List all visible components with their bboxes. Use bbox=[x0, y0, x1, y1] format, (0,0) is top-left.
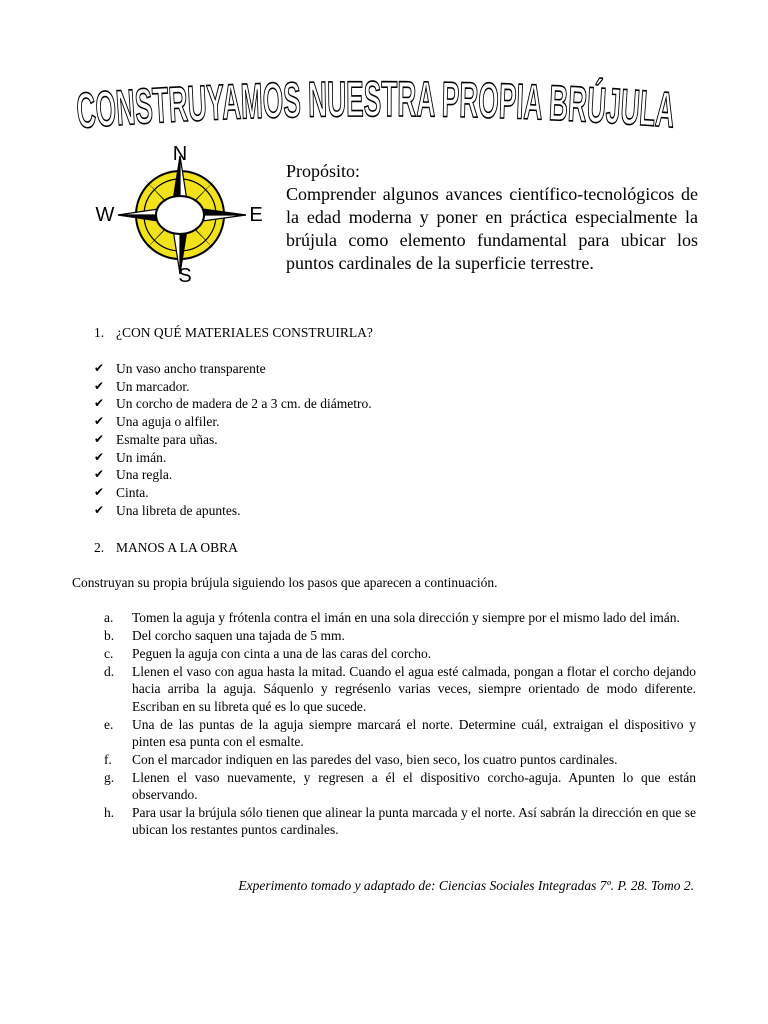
section-materials-heading bbox=[94, 324, 373, 341]
purpose-text: Comprender algunos avances científico-tecnológicos de la edad moderna y poner en práctica especialmente la brújula como elemento fundamental para ubicar los puntos cardinales de la superficie terrestre. bbox=[286, 184, 698, 273]
materials-list bbox=[94, 360, 594, 519]
step-letter: f. bbox=[104, 751, 112, 767]
list-item bbox=[94, 502, 594, 520]
source-credit: Experimento tomado y adaptado de: Ciencias Sociales Integradas 7º. P. 28. Tomo 2. bbox=[238, 878, 694, 893]
checkmark-icon: ✔ bbox=[94, 414, 105, 429]
material-label: Una libreta de apuntes. bbox=[116, 502, 241, 518]
step-letter: b. bbox=[104, 627, 115, 643]
step-text: Para usar la brújula sólo tienen que alinear la punta marcada y el norte. Así sabrán la dirección en que se ubican los restantes puntos cardinales. bbox=[132, 805, 696, 838]
step-letter: e. bbox=[104, 716, 114, 732]
checkmark-icon: ✔ bbox=[94, 449, 105, 464]
list-item bbox=[94, 395, 594, 413]
step-letter: h. bbox=[104, 805, 115, 821]
list-item bbox=[94, 484, 594, 502]
list-item bbox=[104, 645, 696, 662]
checkmark-icon: ✔ bbox=[94, 484, 105, 499]
list-item bbox=[94, 378, 594, 396]
step-text: Del corcho saquen una tajada de 5 mm. bbox=[132, 627, 345, 643]
compass-north-label: N bbox=[172, 143, 188, 165]
list-item bbox=[104, 769, 696, 804]
section-number: 1. bbox=[94, 325, 105, 340]
compass-east-label: E bbox=[249, 204, 263, 226]
material-label: Cinta. bbox=[116, 484, 149, 500]
compass-rose-illustration bbox=[88, 140, 268, 288]
document-title bbox=[60, 66, 700, 146]
checkmark-icon: ✔ bbox=[94, 378, 105, 393]
step-text: Con el marcador indiquen en las paredes del vaso, bien seco, los cuatro puntos cardinales. bbox=[132, 751, 618, 767]
material-label: Una regla. bbox=[116, 467, 173, 483]
material-label: Una aguja o alfiler. bbox=[116, 414, 220, 430]
checkmark-icon: ✔ bbox=[94, 467, 105, 482]
list-item bbox=[104, 716, 696, 751]
list-item bbox=[94, 466, 594, 484]
step-text: Llenen el vaso nuevamente, y regresen a él el dispositivo corcho-aguja. Apunten lo que están observando. bbox=[132, 769, 696, 803]
list-item bbox=[94, 413, 594, 431]
list-item bbox=[94, 431, 594, 449]
checkmark-icon: ✔ bbox=[94, 431, 105, 446]
step-text: Llenen el vaso con agua hasta la mitad. Cuando el agua esté calmada, pongan a flotar el corcho dejando hacia arriba la aguja. Sáquenlo y regrésenlo varias veces, siempre orientado de modo diferente. Escriban en su libreta qué es lo que sucede. bbox=[132, 663, 696, 714]
section-steps-heading bbox=[94, 539, 238, 556]
section-number: 2. bbox=[94, 540, 105, 555]
material-label: Un vaso ancho transparente bbox=[116, 361, 266, 376]
step-text: Una de las puntas de la aguja siempre marcará el norte. Determine cuál, extraigan el dispositivo y pinten esa punta con el esmalte. bbox=[132, 716, 696, 749]
step-text: Peguen la aguja con cinta a una de las caras del corcho. bbox=[132, 645, 432, 661]
step-letter: d. bbox=[104, 663, 115, 679]
material-label: Un imán. bbox=[116, 449, 167, 465]
compass-west-label: W bbox=[95, 204, 115, 226]
section-title: MANOS A LA OBRA bbox=[116, 540, 238, 555]
compass-south-label: S bbox=[178, 265, 192, 287]
list-item bbox=[104, 663, 696, 715]
section-title: ¿CON QUÉ MATERIALES CONSTRUIRLA? bbox=[116, 325, 373, 340]
steps-list bbox=[104, 609, 696, 839]
list-item bbox=[104, 627, 696, 644]
material-label: Un corcho de madera de 2 a 3 cm. de diámetro. bbox=[116, 396, 372, 412]
purpose-block bbox=[286, 160, 698, 275]
svg-text:CONSTRUYAMOS NUESTRA PROPIA BR bbox=[74, 70, 694, 140]
list-item bbox=[104, 609, 696, 626]
material-label: Esmalte para uñas. bbox=[116, 431, 218, 447]
checkmark-icon: ✔ bbox=[94, 396, 105, 411]
list-item bbox=[94, 360, 594, 378]
purpose-heading: Propósito: bbox=[286, 161, 361, 181]
list-item bbox=[94, 449, 594, 467]
checkmark-icon: ✔ bbox=[94, 502, 105, 517]
checkmark-icon: ✔ bbox=[94, 361, 105, 375]
title-text: CONSTRUYAMOS NUESTRA PROPIA BRÚJULA bbox=[74, 70, 694, 140]
step-letter: c. bbox=[104, 645, 114, 661]
list-item bbox=[104, 751, 696, 768]
material-label: Un marcador. bbox=[116, 378, 190, 394]
list-item bbox=[104, 804, 696, 839]
step-letter: g. bbox=[104, 769, 115, 785]
step-letter: a. bbox=[104, 610, 114, 625]
steps-intro: Construyan su propia brújula siguiendo los pasos que aparecen a continuación. bbox=[72, 575, 498, 590]
step-text: Tomen la aguja y frótenla contra el imán en una sola dirección y siempre por el mismo lado del imán. bbox=[132, 610, 680, 625]
